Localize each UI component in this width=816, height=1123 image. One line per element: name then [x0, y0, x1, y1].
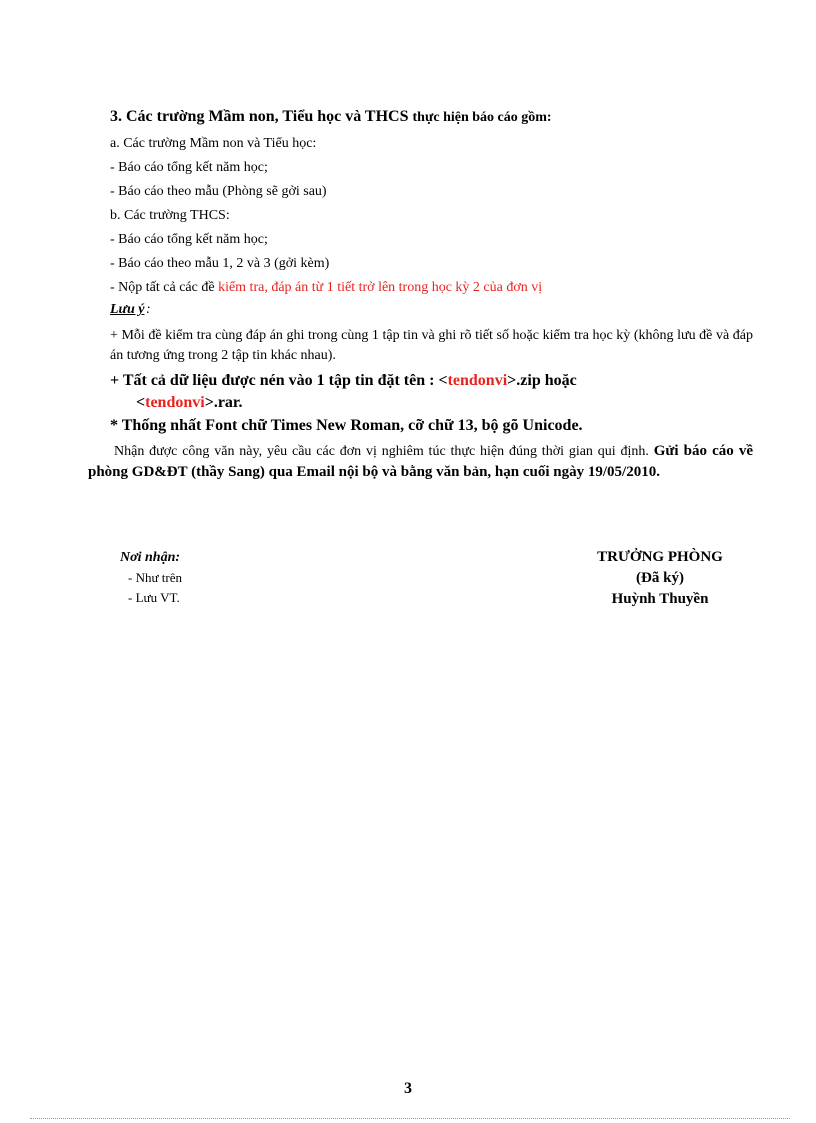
- bullet2-cont-prefix: <: [136, 394, 146, 411]
- bullet2-filename-1: tendonvi: [447, 372, 508, 389]
- note-bullet-1: + Mỗi đề kiểm tra cùng đáp án ghi trong cùng 1 tập tin và ghi rõ tiết số hoặc kiểm tra học kỳ (không lưu đề và đáp án tương ứng trong 2 tập tin khác nhau).: [110, 328, 753, 363]
- page-bottom-divider: [30, 1118, 790, 1119]
- section-title-tail: thực hiện báo cáo gồm:: [412, 110, 552, 125]
- font-unify-note: * Thống nhất Font chữ Times New Roman, cỡ chữ 13, bộ gõ Unicode.: [110, 417, 583, 434]
- bullet2-continuation: [110, 392, 753, 414]
- section-number: 3.: [110, 108, 122, 125]
- submit-prefix: - Nộp tất cả các đề: [110, 280, 219, 295]
- note-label: Lưu ý: [110, 302, 145, 317]
- closing-paragraph: [88, 441, 753, 483]
- bullet2-prefix: + Tất cả dữ liệu được nén vào 1 tập tin đặt tên : <: [110, 372, 448, 389]
- recipients-title: Nơi nhận:: [120, 550, 181, 565]
- submit-highlight: kiểm tra, đáp án từ 1 tiết trở lên trong học kỳ 2 của đơn vị: [218, 280, 543, 295]
- section-title: [110, 108, 552, 126]
- signature-name: Huỳnh Thuyền: [611, 591, 709, 607]
- list-b-heading: b. Các trường THCS:: [110, 208, 230, 223]
- list-item: - Báo cáo tổng kết năm học;: [110, 232, 268, 247]
- note-colon: :: [146, 302, 151, 317]
- page-number: 3: [404, 1080, 412, 1097]
- list-item: - Báo cáo theo mẫu 1, 2 và 3 (gởi kèm): [110, 256, 330, 271]
- note-bullet-2: [110, 370, 753, 414]
- bullet2-cont-suffix: >.rar.: [204, 394, 243, 411]
- list-item: - Báo cáo theo mẫu (Phòng sẽ gởi sau): [110, 184, 327, 199]
- signature-role: TRƯỞNG PHÒNG: [597, 549, 723, 565]
- signature-status: (Đã ký): [636, 570, 684, 586]
- bullet2-mid: >.zip hoặc: [507, 372, 577, 389]
- list-a-heading: a. Các trường Mầm non và Tiểu học:: [110, 136, 317, 151]
- paragraph-normal: Nhận được công văn này, yêu cầu các đơn vị nghiêm túc thực hiện đúng thời gian qui định.: [114, 444, 654, 459]
- submit-line: [110, 280, 542, 296]
- paragraph-bold: Gửi báo cáo về phòng GD&ĐT (thầy Sang) qua Email nội bộ và bằng văn bản, hạn cuối ngày 19/05/2010.: [88, 443, 753, 480]
- section-title-bold: Các trường Mầm non, Tiểu học và THCS: [126, 108, 409, 125]
- list-item: - Báo cáo tổng kết năm học;: [110, 160, 268, 175]
- recipient-item: - Lưu VT.: [128, 590, 180, 605]
- recipient-item: - Như trên: [128, 570, 182, 585]
- bullet2-filename-2: tendonvi: [145, 394, 205, 411]
